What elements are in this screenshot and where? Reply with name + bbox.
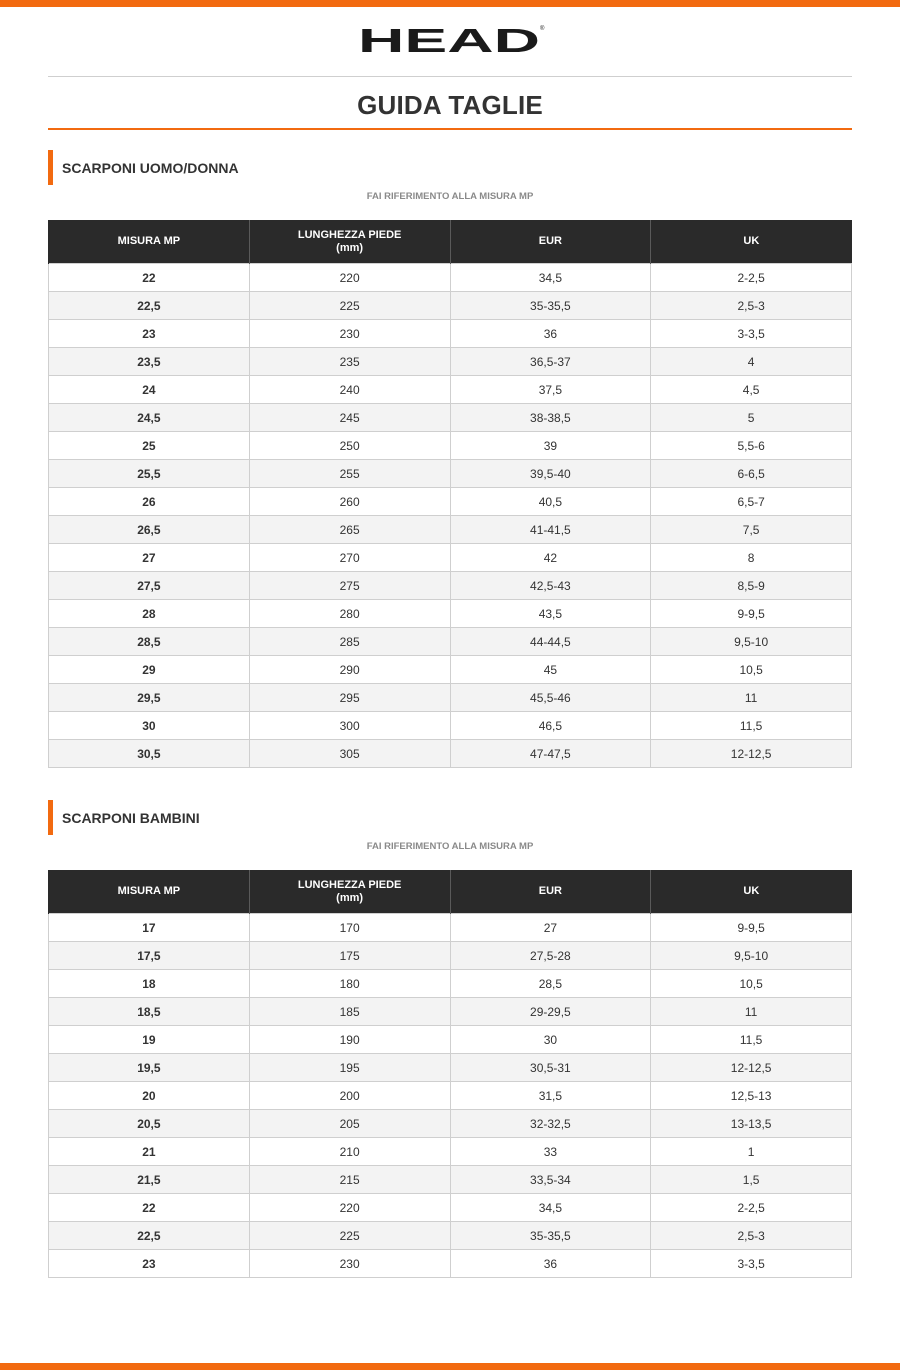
table-row (49, 998, 852, 1026)
table-cell: 30,5-31 (450, 1054, 651, 1082)
table-cell: 4 (651, 348, 852, 376)
table-cell: 17 (49, 914, 250, 942)
table-header-row (49, 870, 852, 914)
table-cell: 2-2,5 (651, 1194, 852, 1222)
table-row (49, 432, 852, 460)
table-cell: 4,5 (651, 376, 852, 404)
head-logo-text: HEAD (358, 22, 540, 56)
table-cell: 220 (249, 1194, 450, 1222)
table-row (49, 572, 852, 600)
table-cell: 245 (249, 404, 450, 432)
table-cell: 270 (249, 544, 450, 572)
table-cell: 230 (249, 320, 450, 348)
bottom-accent-bar (0, 1363, 900, 1370)
table-cell: 5 (651, 404, 852, 432)
table-cell: 33 (450, 1138, 651, 1166)
table-cell: 26,5 (49, 516, 250, 544)
table-cell: 305 (249, 740, 450, 768)
table-cell: 170 (249, 914, 450, 942)
table-cell: 34,5 (450, 1194, 651, 1222)
table-cell: 235 (249, 348, 450, 376)
table-cell: 180 (249, 970, 450, 998)
section-title: SCARPONI BAMBINI (62, 810, 200, 826)
table-cell: 29 (49, 656, 250, 684)
table-cell: 22 (49, 264, 250, 292)
table-cell: 185 (249, 998, 450, 1026)
table-cell: 34,5 (450, 264, 651, 292)
table-cell: 205 (249, 1110, 450, 1138)
table-cell: 19 (49, 1026, 250, 1054)
table-cell: 7,5 (651, 516, 852, 544)
table-row (49, 628, 852, 656)
svg-text:®: ® (540, 26, 545, 32)
table-cell: 29-29,5 (450, 998, 651, 1026)
size-table (48, 220, 852, 768)
table-row (49, 516, 852, 544)
table-cell: 20 (49, 1082, 250, 1110)
table-cell: 32-32,5 (450, 1110, 651, 1138)
top-accent-bar (0, 0, 900, 7)
table-cell: 1,5 (651, 1166, 852, 1194)
table-cell: 2,5-3 (651, 292, 852, 320)
table-row (49, 942, 852, 970)
section-note: FAI RIFERIMENTO ALLA MISURA MP (366, 841, 534, 852)
table-cell: 31,5 (450, 1082, 651, 1110)
table-cell: 46,5 (450, 712, 651, 740)
table-row (49, 1222, 852, 1250)
table-cell: 21 (49, 1138, 250, 1166)
table-cell: 295 (249, 684, 450, 712)
table-cell: 8,5-9 (651, 572, 852, 600)
table-cell: 20,5 (49, 1110, 250, 1138)
table-row (49, 712, 852, 740)
table-cell: 11 (651, 684, 852, 712)
title-underline (48, 128, 852, 130)
table-row (49, 656, 852, 684)
column-header: LUNGHEZZA PIEDE (mm) (249, 220, 450, 264)
table-cell: 12,5-13 (651, 1082, 852, 1110)
column-header: EUR (450, 220, 651, 264)
table-cell: 24 (49, 376, 250, 404)
table-cell: 44-44,5 (450, 628, 651, 656)
table-cell: 200 (249, 1082, 450, 1110)
table-cell: 175 (249, 942, 450, 970)
table-cell: 39 (450, 432, 651, 460)
table-cell: 22,5 (49, 1222, 250, 1250)
table-cell: 250 (249, 432, 450, 460)
page-title: GUIDA TAGLIE (357, 90, 543, 120)
size-table (48, 870, 852, 1278)
table-row (49, 1138, 852, 1166)
table-cell: 1 (651, 1138, 852, 1166)
table-cell: 18 (49, 970, 250, 998)
table-cell: 41-41,5 (450, 516, 651, 544)
table-cell: 28 (49, 600, 250, 628)
table-cell: 3-3,5 (651, 320, 852, 348)
table-cell: 22,5 (49, 292, 250, 320)
table-cell: 12-12,5 (651, 740, 852, 768)
table-row (49, 1026, 852, 1054)
table-row (49, 1166, 852, 1194)
table-header-row (49, 220, 852, 264)
head-logo (358, 22, 548, 56)
table-cell: 285 (249, 628, 450, 656)
table-row (49, 970, 852, 998)
table-cell: 11,5 (651, 712, 852, 740)
table-cell: 25 (49, 432, 250, 460)
section-accent-bar (48, 150, 53, 185)
table-cell: 260 (249, 488, 450, 516)
table-cell: 21,5 (49, 1166, 250, 1194)
table-cell: 8 (651, 544, 852, 572)
table-cell: 220 (249, 264, 450, 292)
column-header: MISURA MP (49, 220, 250, 264)
table-cell: 290 (249, 656, 450, 684)
table-cell: 255 (249, 460, 450, 488)
table-cell: 40,5 (450, 488, 651, 516)
table-row (49, 320, 852, 348)
table-cell: 36 (450, 1250, 651, 1278)
table-row (49, 264, 852, 292)
table-cell: 2-2,5 (651, 264, 852, 292)
table-cell: 18,5 (49, 998, 250, 1026)
table-cell: 27 (49, 544, 250, 572)
table-cell: 25,5 (49, 460, 250, 488)
table-row (49, 460, 852, 488)
table-cell: 47-47,5 (450, 740, 651, 768)
section-header (48, 800, 852, 835)
table-row (49, 914, 852, 942)
table-cell: 23,5 (49, 348, 250, 376)
table-cell: 28,5 (49, 628, 250, 656)
table-row (49, 1082, 852, 1110)
table-cell: 11,5 (651, 1026, 852, 1054)
table-row (49, 292, 852, 320)
table-cell: 22 (49, 1194, 250, 1222)
table-cell: 45 (450, 656, 651, 684)
table-row (49, 376, 852, 404)
table-cell: 3-3,5 (651, 1250, 852, 1278)
table-cell: 6,5-7 (651, 488, 852, 516)
header-divider (48, 76, 852, 77)
table-row (49, 1054, 852, 1082)
column-header: LUNGHEZZA PIEDE (mm) (249, 870, 450, 914)
table-cell: 30,5 (49, 740, 250, 768)
table-cell: 5,5-6 (651, 432, 852, 460)
section-note: FAI RIFERIMENTO ALLA MISURA MP (366, 191, 534, 202)
table-cell: 195 (249, 1054, 450, 1082)
table-cell: 9-9,5 (651, 914, 852, 942)
table-cell: 230 (249, 1250, 450, 1278)
table-cell: 28,5 (450, 970, 651, 998)
table-row (49, 1250, 852, 1278)
table-row (49, 1110, 852, 1138)
table-cell: 36,5-37 (450, 348, 651, 376)
table-cell: 29,5 (49, 684, 250, 712)
table-cell: 215 (249, 1166, 450, 1194)
section-adult-boots (48, 150, 852, 768)
table-cell: 9-9,5 (651, 600, 852, 628)
section-title: SCARPONI UOMO/DONNA (62, 160, 239, 176)
table-cell: 210 (249, 1138, 450, 1166)
table-cell: 35-35,5 (450, 292, 651, 320)
table-cell: 13-13,5 (651, 1110, 852, 1138)
table-cell: 300 (249, 712, 450, 740)
table-row (49, 348, 852, 376)
table-cell: 10,5 (651, 656, 852, 684)
table-row (49, 488, 852, 516)
table-cell: 2,5-3 (651, 1222, 852, 1250)
table-row (49, 1194, 852, 1222)
table-cell: 39,5-40 (450, 460, 651, 488)
section-header (48, 150, 852, 185)
table-cell: 240 (249, 376, 450, 404)
table-cell: 42,5-43 (450, 572, 651, 600)
table-cell: 9,5-10 (651, 628, 852, 656)
table-row (49, 404, 852, 432)
section-accent-bar (48, 800, 53, 835)
table-cell: 23 (49, 320, 250, 348)
table-cell: 38-38,5 (450, 404, 651, 432)
table-cell: 37,5 (450, 376, 651, 404)
table-cell: 190 (249, 1026, 450, 1054)
table-row (49, 600, 852, 628)
section-kids-boots (48, 800, 852, 1278)
table-cell: 11 (651, 998, 852, 1026)
column-header: UK (651, 220, 852, 264)
table-cell: 275 (249, 572, 450, 600)
table-cell: 27 (450, 914, 651, 942)
table-cell: 6-6,5 (651, 460, 852, 488)
table-row (49, 684, 852, 712)
column-header: EUR (450, 870, 651, 914)
table-cell: 19,5 (49, 1054, 250, 1082)
table-cell: 12-12,5 (651, 1054, 852, 1082)
column-header: UK (651, 870, 852, 914)
table-cell: 10,5 (651, 970, 852, 998)
table-cell: 24,5 (49, 404, 250, 432)
table-cell: 9,5-10 (651, 942, 852, 970)
table-cell: 17,5 (49, 942, 250, 970)
table-cell: 36 (450, 320, 651, 348)
table-cell: 27,5 (49, 572, 250, 600)
table-row (49, 740, 852, 768)
table-cell: 26 (49, 488, 250, 516)
table-cell: 35-35,5 (450, 1222, 651, 1250)
table-cell: 30 (450, 1026, 651, 1054)
table-cell: 30 (49, 712, 250, 740)
table-cell: 225 (249, 292, 450, 320)
table-row (49, 544, 852, 572)
column-header: MISURA MP (49, 870, 250, 914)
table-cell: 225 (249, 1222, 450, 1250)
table-cell: 265 (249, 516, 450, 544)
table-cell: 27,5-28 (450, 942, 651, 970)
table-cell: 42 (450, 544, 651, 572)
table-cell: 43,5 (450, 600, 651, 628)
table-cell: 280 (249, 600, 450, 628)
table-cell: 23 (49, 1250, 250, 1278)
table-cell: 45,5-46 (450, 684, 651, 712)
table-cell: 33,5-34 (450, 1166, 651, 1194)
